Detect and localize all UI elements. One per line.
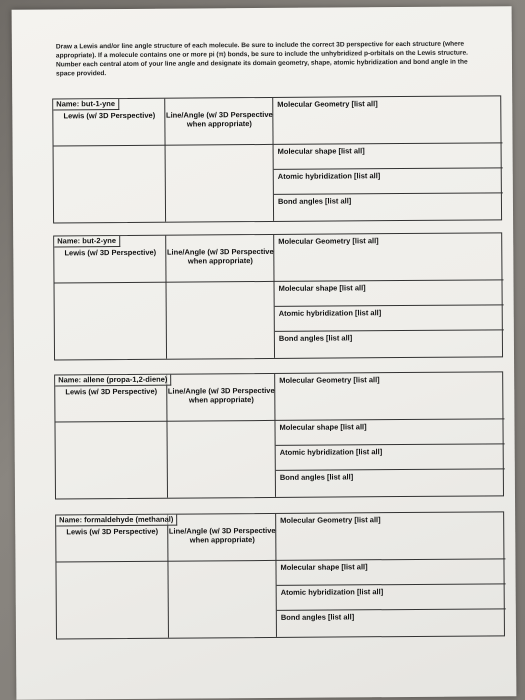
molecule-section-4: [55, 511, 505, 639]
molecular-geometry-cell[interactable]: Molecular Geometry [list all]: [277, 99, 378, 109]
molecular-shape-cell[interactable]: Molecular shape [list all]: [274, 142, 503, 169]
molecular-geometry-cell[interactable]: Molecular Geometry [list all]: [279, 375, 380, 385]
molecular-geometry-cell[interactable]: Molecular Geometry [list all]: [280, 515, 381, 525]
atomic-hybridization-cell[interactable]: Atomic hybridization [list all]: [275, 304, 504, 331]
lewis-column-header: Lewis (w/ 3D Perspective): [63, 110, 156, 121]
molecule-section-1: [52, 95, 502, 223]
molecule-name: Name: allene (propa-1,2-diene): [55, 375, 171, 387]
molecular-shape-cell[interactable]: Molecular shape [list all]: [276, 558, 505, 585]
molecule-section-3: [54, 371, 504, 499]
bond-angles-cell[interactable]: Bond angles [list all]: [277, 608, 506, 639]
lewis-column-header: Lewis (w/ 3D Perspective): [65, 386, 158, 397]
bond-angles-cell[interactable]: Bond angles [list all]: [274, 192, 503, 223]
line-angle-column-header: Line/Angle (w/ 3D Perspective when appropriate): [167, 385, 275, 405]
line-angle-column-header: Line/Angle (w/ 3D Perspective when appropriate): [168, 525, 276, 545]
molecule-name: Name: but-1-yne: [53, 99, 119, 110]
lewis-column-header: Lewis (w/ 3D Perspective): [66, 526, 159, 537]
lewis-column-header: Lewis (w/ 3D Perspective): [64, 247, 157, 258]
molecule-section-2: [53, 232, 503, 360]
molecular-shape-cell[interactable]: Molecular shape [list all]: [274, 279, 503, 306]
line-angle-column-header: Line/Angle (w/ 3D Perspective when appropriate): [165, 109, 273, 129]
atomic-hybridization-cell[interactable]: Atomic hybridization [list all]: [274, 167, 503, 194]
bond-angles-cell[interactable]: Bond angles [list all]: [276, 468, 505, 499]
molecular-geometry-cell[interactable]: Molecular Geometry [list all]: [278, 236, 379, 246]
bond-angles-cell[interactable]: Bond angles [list all]: [275, 329, 504, 360]
worksheet-paper: [12, 6, 517, 699]
atomic-hybridization-cell[interactable]: Atomic hybridization [list all]: [277, 583, 506, 610]
molecule-name: Name: but-2-yne: [54, 236, 120, 247]
molecule-name: Name: formaldehyde (methanal): [56, 515, 177, 527]
line-angle-column-header: Line/Angle (w/ 3D Perspective when appropriate): [166, 246, 274, 266]
instructions-text: Draw a Lewis and/or line angle structure of each molecule. Be sure to include the correct 3D perspective for each structure (where appropriate). If a molecule contains one or more pi (π) bonds, be sure to include the unhybridized p-orbitals on the Lewis structure. Number each central atom of your line angle and designate its domain geometry, shape, atomic hybridization and bond angle in the space provided.: [55, 40, 469, 78]
molecular-shape-cell[interactable]: Molecular shape [list all]: [275, 418, 504, 445]
atomic-hybridization-cell[interactable]: Atomic hybridization [list all]: [276, 443, 505, 470]
